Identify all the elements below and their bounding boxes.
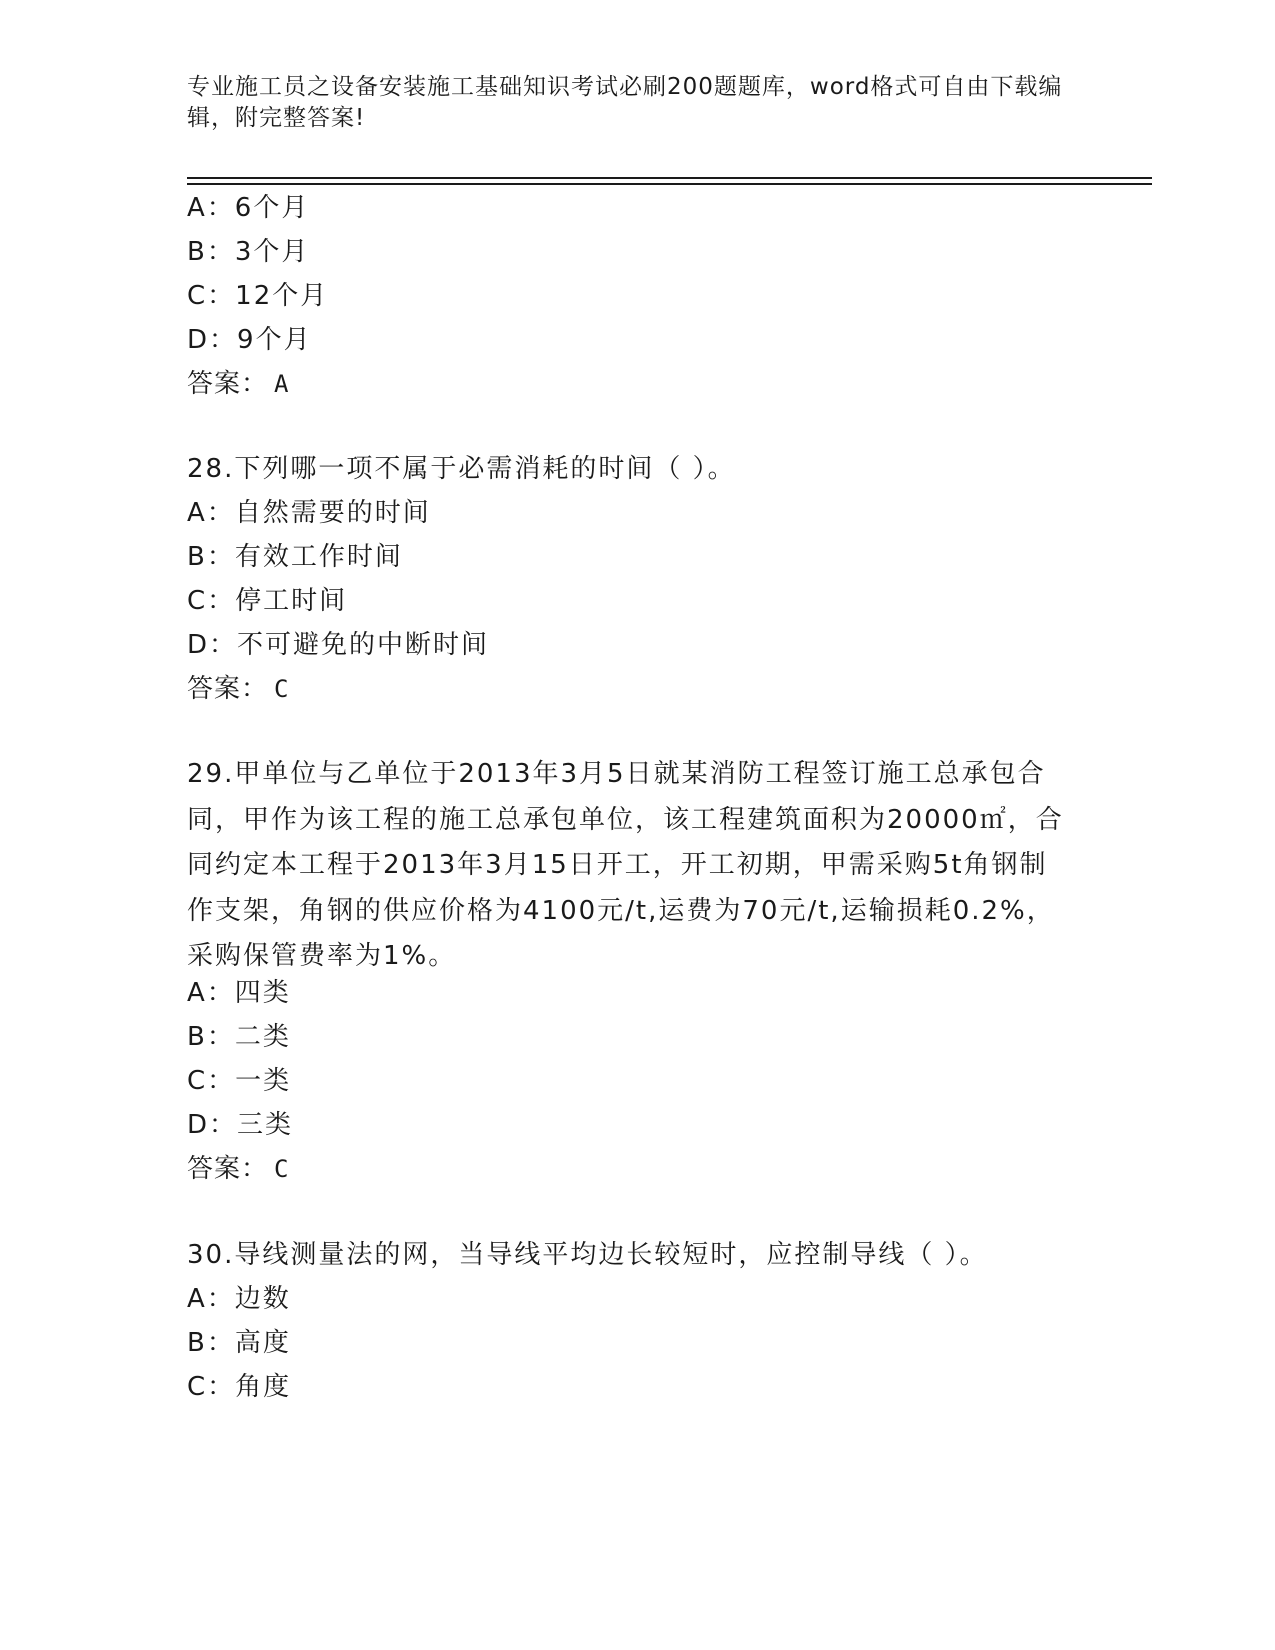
document-title: 专业施工员之设备安装施工基础知识考试必刷200题题库，word格式可自由下载编辑，附完整答案! [187, 74, 1063, 131]
q28-option-a: A：自然需要的时间 [187, 498, 431, 528]
q29-option-c: C：一类 [187, 1066, 292, 1096]
q27-option-c: C：12个月 [187, 281, 329, 311]
q28-answer-value: C [274, 675, 290, 703]
q28-answer [187, 672, 289, 706]
q29-answer-value: C [274, 1155, 290, 1183]
q27-option-b: B：3个月 [187, 237, 310, 267]
answer-label: 答案： [187, 369, 269, 399]
q29-stem: 29.甲单位与乙单位于2013年3月5日就某消防工程签订施工总承包合同，甲作为该工程的施工总承包单位，该工程建筑面积为20000㎡，合同约定本工程于2013年3月15日开工，开工初期，甲需采购5t角钢制作支架，角钢的供应价格为4100元/t,运费为70元/t,运输损耗0.2%，采购保管费率为1%。 [187, 759, 1064, 971]
q29-option-d: D：三类 [187, 1110, 294, 1140]
q30-option-a: A：边数 [187, 1284, 291, 1314]
q27-option-a: A：6个月 [187, 193, 310, 223]
q28-option-b: B：有效工作时间 [187, 542, 403, 572]
q28-stem: 28.下列哪一项不属于必需消耗的时间（ ）。 [187, 454, 736, 484]
q27-option-d: D：9个月 [187, 325, 312, 355]
header-divider-top [187, 177, 1152, 179]
q27-answer [187, 367, 289, 401]
header-divider-bottom [187, 183, 1152, 185]
q30-option-c: C：角度 [187, 1372, 292, 1402]
q30-option-b: B：高度 [187, 1328, 291, 1358]
q29-option-b: B：二类 [187, 1022, 291, 1052]
answer-label: 答案： [187, 1154, 269, 1184]
q30-stem: 30.导线测量法的网，当导线平均边长较短时，应控制导线（ ）。 [187, 1240, 988, 1270]
answer-label: 答案： [187, 674, 269, 704]
q27-answer-value: A [274, 370, 290, 398]
q29-option-a: A：四类 [187, 978, 291, 1008]
q28-option-c: C：停工时间 [187, 586, 348, 616]
q28-option-d: D：不可避免的中断时间 [187, 630, 490, 660]
q29-answer [187, 1152, 289, 1186]
